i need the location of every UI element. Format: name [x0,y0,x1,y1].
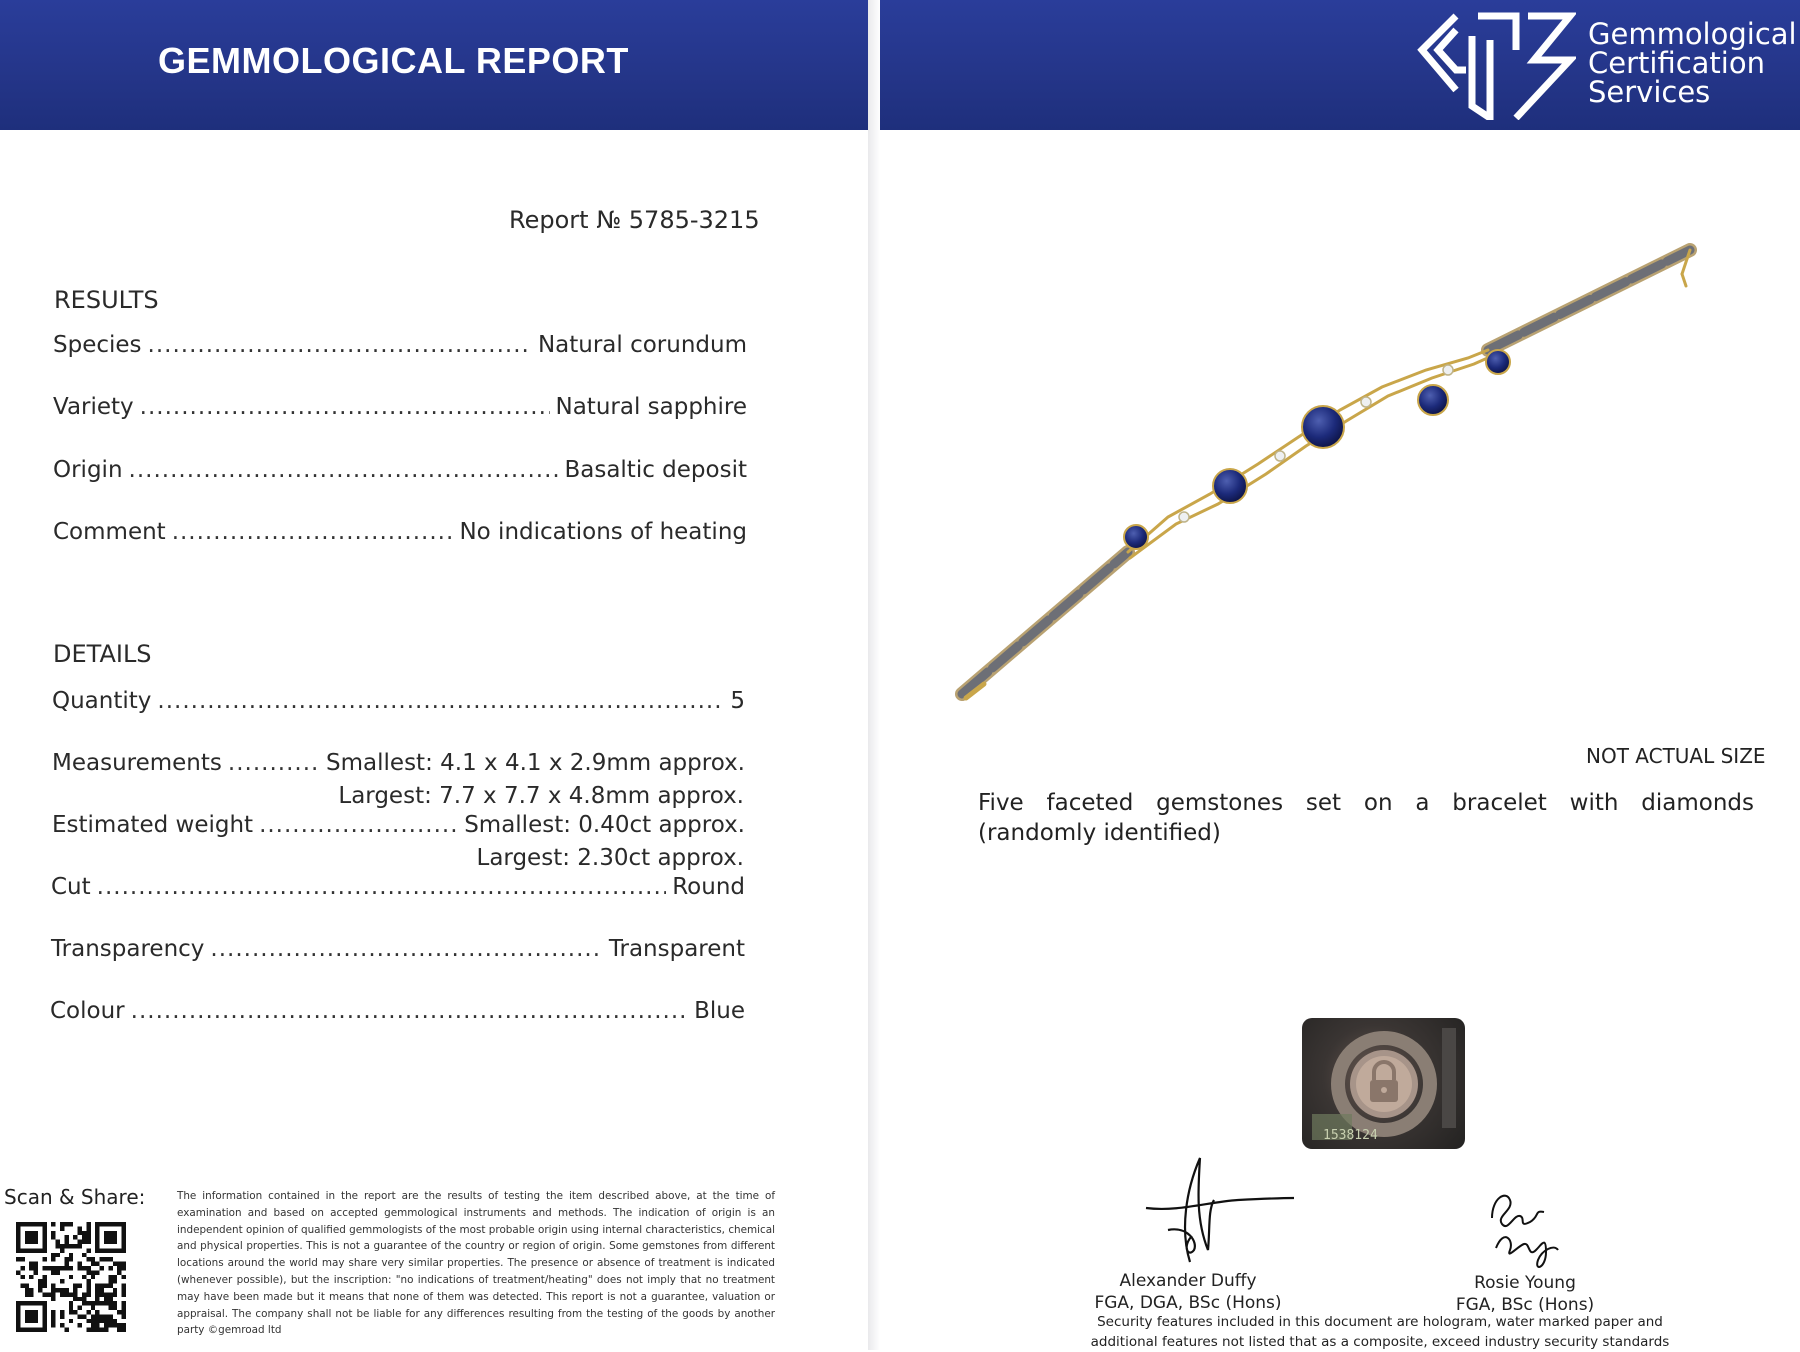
signer-credentials: FGA, BSc (Hons) [1455,1295,1595,1315]
report-number: Report № 5785-3215 [509,206,760,234]
detail-row-cut [51,874,745,900]
detail-label: Quantity [52,688,152,714]
signature-duffy-image [1138,1150,1298,1270]
result-row-comment [53,519,747,545]
result-value: Natural corundum [537,332,747,358]
dot-leader [228,750,320,776]
item-description: Five faceted gemstones set on a bracelet with diamonds (randomly identified) [978,790,1754,846]
signature-young [1484,1188,1574,1277]
detail-row-weight [52,812,745,838]
result-row-species [53,332,747,358]
signer-credentials: FGA, DGA, BSc (Hons) [1094,1293,1282,1313]
detail-continuation-measurements: Largest: 7.7 x 7.7 x 4.8mm approx. [338,783,744,809]
scan-share-label: Scan & Share: [4,1185,146,1209]
security-features-note: Security features included in this document are hologram, water marked paper and additional features not listed that as a composite, exceed industry security standards [1090,1314,1670,1350]
detail-label: Cut [51,874,91,900]
detail-row-transparency [51,936,745,962]
signer-young [1420,1272,1630,1316]
dot-leader [97,874,667,900]
detail-row-colour [50,998,745,1024]
result-value: No indications of heating [459,519,747,545]
detail-value: 5 [730,688,745,714]
result-label: Origin [53,457,123,483]
result-label: Variety [53,394,134,420]
detail-row-measurements [52,750,745,776]
disclaimer-text: The information contained in the report are the results of testing the item described above, at the time of examination and based on accepted gemmological instruments and methods. The indication of origin is an independent opinion of qualified gemmologists of the most probable origin using internal characteristics, chemical and physical properties. This is not a guarantee of the country or region of origin. Some gemstones from different locations around the world may share very similar properties. The presence or absence of treatment is indicated (whenever possible), but the inscription: "no indications of treatment/heating" does not imply that no treatment may have been made but it means that none of them was detected. This report is not a guarantee, valuation or appraisal. The company shall not be liable for any differences resulting from the testing of the goods by another party ©gemroad ltd [177,1190,775,1337]
dot-leader [140,394,550,420]
signature-young-image [1484,1188,1574,1273]
report-title: GEMMOLOGICAL REPORT [158,40,629,81]
dot-leader [172,519,454,545]
result-label: Comment [53,519,166,545]
bracelet-photo [948,232,1708,716]
signer-name: Rosie Young [1474,1273,1576,1293]
details-heading: DETAILS [53,640,152,668]
signer-name: Alexander Duffy [1119,1271,1257,1291]
dot-leader [259,812,458,838]
detail-value: Round [672,874,745,900]
gcs-logo-text [1588,17,1797,109]
results-heading: RESULTS [54,286,159,314]
signature-duffy [1138,1150,1298,1274]
detail-label: Colour [50,998,125,1024]
dot-leader [210,936,602,962]
dot-leader [148,332,532,358]
result-value: Basaltic deposit [564,457,747,483]
not-actual-size-note: NOT ACTUAL SIZE [1586,744,1766,768]
dot-leader [131,998,688,1024]
detail-continuation-weight: Largest: 2.30ct approx. [476,845,744,871]
signer-duffy [1088,1270,1288,1314]
logo-line-1: Gemmological [1588,17,1797,51]
detail-label: Estimated weight [52,812,254,838]
dot-leader [129,457,559,483]
bracelet-image [948,232,1708,712]
hologram-serial: 1538124 [1323,1128,1378,1143]
detail-label: Measurements [52,750,222,776]
page-gutter [868,0,880,1350]
qr-code[interactable] [16,1222,126,1336]
detail-value: Smallest: 0.40ct approx. [464,812,745,838]
detail-row-quantity [52,688,745,714]
result-row-origin [53,457,747,483]
gcs-logo [1416,10,1576,124]
dot-leader [157,688,724,714]
logo-line-3: Services [1588,75,1711,109]
detail-value: Smallest: 4.1 x 4.1 x 2.9mm approx. [326,750,745,776]
result-row-variety [53,394,747,420]
qr-code-icon [16,1222,126,1332]
gcs-logo-icon [1416,10,1576,120]
detail-value: Transparent [608,936,745,962]
detail-label: Transparency [51,936,205,962]
logo-line-2: Certification [1588,46,1765,80]
detail-value: Blue [694,998,745,1024]
result-value: Natural sapphire [555,394,747,420]
result-label: Species [53,332,142,358]
